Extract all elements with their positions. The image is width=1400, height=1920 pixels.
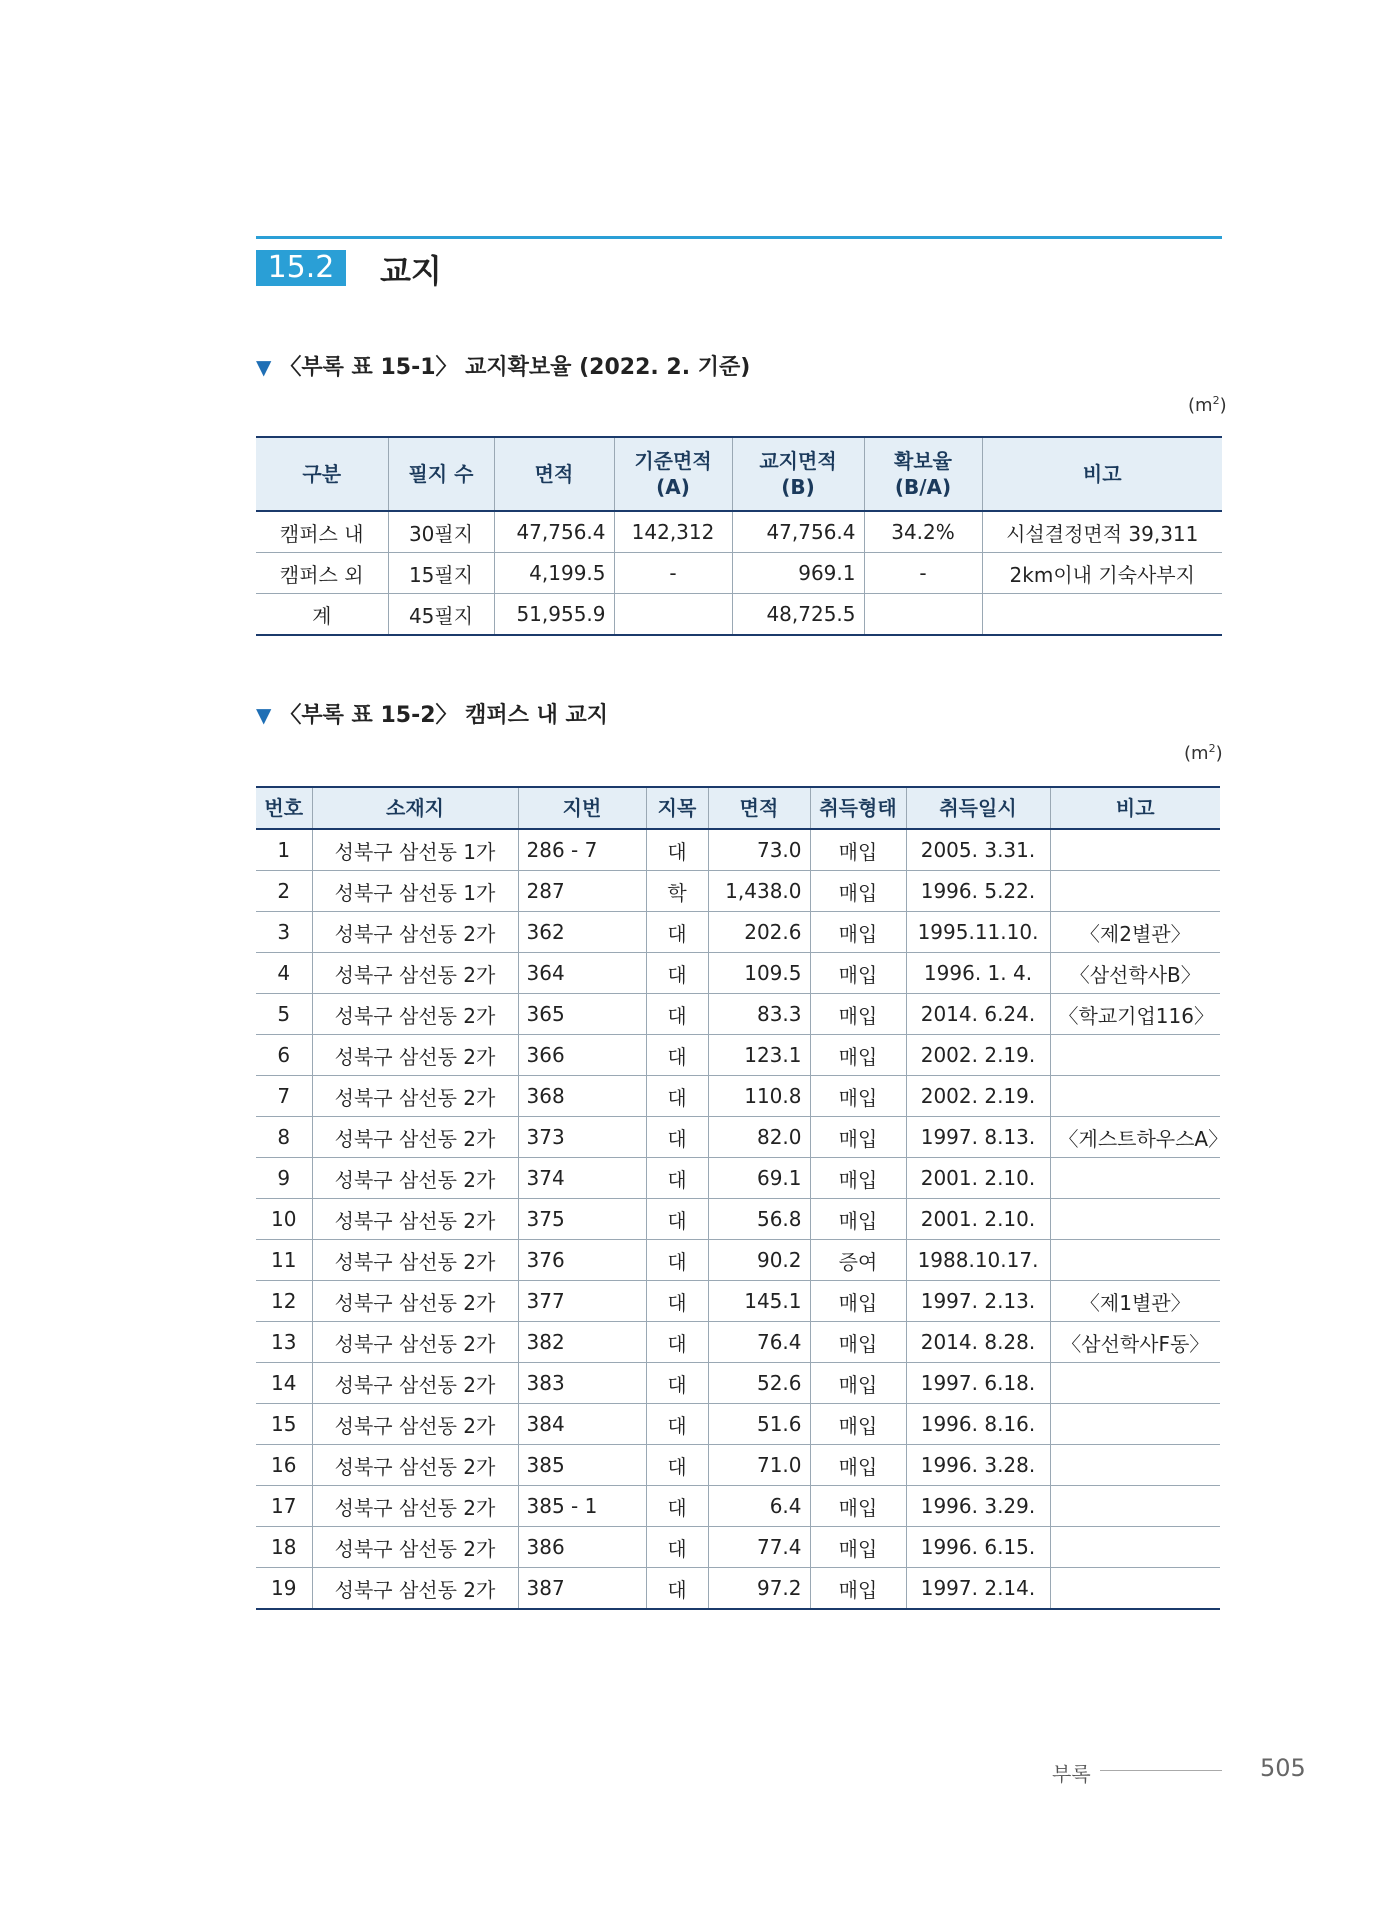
table2-cell: 110.8 <box>708 1076 810 1117</box>
table2-cell <box>1050 871 1220 912</box>
table1-cell: 2km이내 기숙사부지 <box>982 553 1222 594</box>
table2-cell <box>1050 1199 1220 1240</box>
table2-cell: 385 - 1 <box>518 1486 646 1527</box>
table2-cell: 성북구 삼선동 1가 <box>312 829 518 871</box>
table2-cell: 123.1 <box>708 1035 810 1076</box>
table1-cell: 캠퍼스 내 <box>256 511 388 553</box>
table-row <box>256 1240 1220 1281</box>
table-row <box>256 594 1222 636</box>
table2-cell: 2001. 2.10. <box>906 1199 1050 1240</box>
table2-cell: 382 <box>518 1322 646 1363</box>
table2-cell: 375 <box>518 1199 646 1240</box>
table2-cell: 11 <box>256 1240 312 1281</box>
table2-cell: 성북구 삼선동 2가 <box>312 1445 518 1486</box>
table2-cell: 매입 <box>810 912 906 953</box>
table-row <box>256 1199 1220 1240</box>
table2-cell: 287 <box>518 871 646 912</box>
table2-cell: 362 <box>518 912 646 953</box>
table2-cell: 매입 <box>810 1199 906 1240</box>
table2-cell <box>1050 1363 1220 1404</box>
table2-cell: 19 <box>256 1568 312 1610</box>
table2-cell: 18 <box>256 1527 312 1568</box>
table2-cell: 매입 <box>810 1158 906 1199</box>
campus-land-ratio-table <box>256 436 1222 636</box>
table2-cell: 5 <box>256 994 312 1035</box>
table2-cell: 16 <box>256 1445 312 1486</box>
table2-cell: 82.0 <box>708 1117 810 1158</box>
table2-cell: 대 <box>646 912 708 953</box>
table1-cell <box>864 594 982 636</box>
table2-cell: 9 <box>256 1158 312 1199</box>
table2-cell: 대 <box>646 1199 708 1240</box>
table2-cell: 매입 <box>810 1568 906 1610</box>
table2-cell <box>1050 1445 1220 1486</box>
table1-cell: 51,955.9 <box>494 594 614 636</box>
table2-cell: 97.2 <box>708 1568 810 1610</box>
table2-cell: 매입 <box>810 1281 906 1322</box>
table-row <box>256 953 1220 994</box>
table2-cell: 성북구 삼선동 2가 <box>312 1486 518 1527</box>
table2-header: 소재지 <box>312 787 518 829</box>
table2-cell: 286 - 7 <box>518 829 646 871</box>
table2-cell: 376 <box>518 1240 646 1281</box>
table1-cell: 47,756.4 <box>494 511 614 553</box>
table2-caption-text: 〈부록 표 15-2〉 캠퍼스 내 교지 <box>279 703 609 728</box>
section-number: 15.2 <box>256 250 346 286</box>
table2-cell <box>1050 1076 1220 1117</box>
table2-cell <box>1050 1404 1220 1445</box>
table2-cell: 364 <box>518 953 646 994</box>
table2-cell: 202.6 <box>708 912 810 953</box>
table2-cell: 7 <box>256 1076 312 1117</box>
table1-cell: 15필지 <box>388 553 494 594</box>
table2-cell: 매입 <box>810 1486 906 1527</box>
table2-cell: 성북구 삼선동 2가 <box>312 1404 518 1445</box>
table2-caption <box>256 698 608 729</box>
table2-cell: 대 <box>646 1322 708 1363</box>
table2-cell: 1997. 8.13. <box>906 1117 1050 1158</box>
table2-cell: 〈삼선학사F동〉 <box>1050 1322 1220 1363</box>
table2-cell: 2002. 2.19. <box>906 1076 1050 1117</box>
table1-cell: 47,756.4 <box>732 511 864 553</box>
table-row <box>256 1486 1220 1527</box>
table2-cell: 377 <box>518 1281 646 1322</box>
table2-cell: 6.4 <box>708 1486 810 1527</box>
table1-caption <box>256 350 750 381</box>
table2-unit-base: m <box>1191 743 1209 764</box>
table2-cell: 학 <box>646 871 708 912</box>
table1-cell: 48,725.5 <box>732 594 864 636</box>
table2-cell: 1988.10.17. <box>906 1240 1050 1281</box>
table2-cell: 2001. 2.10. <box>906 1158 1050 1199</box>
table2-header: 지목 <box>646 787 708 829</box>
table2-cell: 83.3 <box>708 994 810 1035</box>
table2-header: 비고 <box>1050 787 1220 829</box>
table1-header: 기준면적 (A) <box>614 437 732 511</box>
table2-cell: 매입 <box>810 871 906 912</box>
table2-cell: 145.1 <box>708 1281 810 1322</box>
table2-cell: 6 <box>256 1035 312 1076</box>
table2-cell: 374 <box>518 1158 646 1199</box>
table-row <box>256 1076 1220 1117</box>
table2-cell: 365 <box>518 994 646 1035</box>
table-row <box>256 1322 1220 1363</box>
table2-cell: 매입 <box>810 953 906 994</box>
table2-cell: 성북구 삼선동 2가 <box>312 1527 518 1568</box>
table2-cell: 1996. 1. 4. <box>906 953 1050 994</box>
triangle-down-icon: ▼ <box>256 355 272 379</box>
table2-header: 면적 <box>708 787 810 829</box>
table2-cell: 매입 <box>810 1445 906 1486</box>
table2-cell: 증여 <box>810 1240 906 1281</box>
table2-header: 지번 <box>518 787 646 829</box>
table1-header: 교지면적 (B) <box>732 437 864 511</box>
table2-cell: 8 <box>256 1117 312 1158</box>
table-row <box>256 994 1220 1035</box>
table1-header: 필지 수 <box>388 437 494 511</box>
table2-cell: 〈삼선학사B〉 <box>1050 953 1220 994</box>
table1-cell: - <box>614 553 732 594</box>
table2-cell <box>1050 1486 1220 1527</box>
table2-cell: 성북구 삼선동 2가 <box>312 1322 518 1363</box>
table2-cell: 387 <box>518 1568 646 1610</box>
table2-cell: 〈게스트하우스A〉 <box>1050 1117 1220 1158</box>
table2-cell: 대 <box>646 1158 708 1199</box>
table2-cell: 368 <box>518 1076 646 1117</box>
table1-cell: 30필지 <box>388 511 494 553</box>
table2-cell: 성북구 삼선동 2가 <box>312 1568 518 1610</box>
table-row <box>256 1035 1220 1076</box>
table2-cell: 13 <box>256 1322 312 1363</box>
table2-cell: 대 <box>646 1486 708 1527</box>
table2-cell: 대 <box>646 1117 708 1158</box>
table2-cell: 385 <box>518 1445 646 1486</box>
table1-cell: 4,199.5 <box>494 553 614 594</box>
table2-cell: 17 <box>256 1486 312 1527</box>
table-row <box>256 1281 1220 1322</box>
table1-header: 비고 <box>982 437 1222 511</box>
table1-unit-sup: 2 <box>1212 394 1220 407</box>
table2-cell: 1 <box>256 829 312 871</box>
table2-cell: 성북구 삼선동 2가 <box>312 1199 518 1240</box>
campus-land-parcels-table <box>256 786 1229 1610</box>
table2-cell: 1997. 6.18. <box>906 1363 1050 1404</box>
table2-cell: 성북구 삼선동 2가 <box>312 1240 518 1281</box>
table2-cell: 1997. 2.13. <box>906 1281 1050 1322</box>
table2-cell: 매입 <box>810 1404 906 1445</box>
table1-unit: $(m^2)$ <box>1188 394 1227 416</box>
table2-cell: 대 <box>646 1404 708 1445</box>
table2-cell: 4 <box>256 953 312 994</box>
table2-cell <box>1050 1240 1220 1281</box>
table2-cell: 대 <box>646 1076 708 1117</box>
table2-cell: 1,438.0 <box>708 871 810 912</box>
table1-header-row <box>256 437 1222 511</box>
footer-label: 부록 <box>1052 1762 1091 1786</box>
table2-header: 번호 <box>256 787 312 829</box>
table2-header-row <box>256 787 1220 829</box>
table2-cell: 2014. 8.28. <box>906 1322 1050 1363</box>
table2-cell: 성북구 삼선동 2가 <box>312 994 518 1035</box>
table2-cell: 매입 <box>810 1322 906 1363</box>
table2-cell: 383 <box>518 1363 646 1404</box>
table2-cell: 77.4 <box>708 1527 810 1568</box>
table1-cell: 계 <box>256 594 388 636</box>
table2-cell: 〈학교기업116〉 <box>1050 994 1220 1035</box>
table2-unit: $(m^2)$ <box>1184 742 1223 764</box>
table1-cell <box>982 594 1222 636</box>
table2-cell: 대 <box>646 1363 708 1404</box>
table2-cell: 대 <box>646 1445 708 1486</box>
table2-cell: 12 <box>256 1281 312 1322</box>
table2-cell: 대 <box>646 829 708 871</box>
table1-unit-base: m <box>1195 395 1213 416</box>
table2-cell: 1996. 3.28. <box>906 1445 1050 1486</box>
table2-cell: 성북구 삼선동 2가 <box>312 1035 518 1076</box>
table2-cell: 대 <box>646 1568 708 1610</box>
page-number: 505 <box>1260 1754 1306 1782</box>
table2-cell: 14 <box>256 1363 312 1404</box>
table-row <box>256 1158 1220 1199</box>
triangle-down-icon: ▼ <box>256 703 272 727</box>
table1-cell: 969.1 <box>732 553 864 594</box>
table2-cell: 2002. 2.19. <box>906 1035 1050 1076</box>
table2-cell: 성북구 삼선동 2가 <box>312 1117 518 1158</box>
table-row <box>256 1404 1220 1445</box>
table-row <box>256 553 1222 594</box>
table2-cell: 2 <box>256 871 312 912</box>
table2-cell: 3 <box>256 912 312 953</box>
table2-cell: 대 <box>646 994 708 1035</box>
table2-cell: 매입 <box>810 1117 906 1158</box>
table1-cell <box>614 594 732 636</box>
table2-cell: 109.5 <box>708 953 810 994</box>
table-row <box>256 1445 1220 1486</box>
table2-cell: 성북구 삼선동 2가 <box>312 1076 518 1117</box>
table2-cell: 15 <box>256 1404 312 1445</box>
footer-rule <box>1100 1770 1222 1771</box>
table1-cell: 45필지 <box>388 594 494 636</box>
table2-cell: 69.1 <box>708 1158 810 1199</box>
table1-cell: 34.2% <box>864 511 982 553</box>
table2-cell: 73.0 <box>708 829 810 871</box>
table2-cell <box>1050 1568 1220 1610</box>
table2-cell: 2005. 3.31. <box>906 829 1050 871</box>
table2-unit-sup: 2 <box>1208 742 1216 755</box>
table2-cell <box>1050 1527 1220 1568</box>
table2-header: 취득일시 <box>906 787 1050 829</box>
table2-cell: 52.6 <box>708 1363 810 1404</box>
table2-cell: 56.8 <box>708 1199 810 1240</box>
table2-cell: 대 <box>646 1240 708 1281</box>
table1-header: 면적 <box>494 437 614 511</box>
table2-cell: 10 <box>256 1199 312 1240</box>
table2-cell: 2014. 6.24. <box>906 994 1050 1035</box>
table2-cell: 1997. 2.14. <box>906 1568 1050 1610</box>
table2-cell: 매입 <box>810 1035 906 1076</box>
table2-cell: 〈제1별관〉 <box>1050 1281 1220 1322</box>
table-row <box>256 1568 1220 1610</box>
table2-cell: 90.2 <box>708 1240 810 1281</box>
table1-cell: - <box>864 553 982 594</box>
table2-cell: 〈제2별관〉 <box>1050 912 1220 953</box>
section-title: 교지 <box>380 252 442 290</box>
table2-cell: 1996. 5.22. <box>906 871 1050 912</box>
table-row <box>256 1527 1220 1568</box>
table1-header: 구분 <box>256 437 388 511</box>
table2-cell: 매입 <box>810 994 906 1035</box>
table2-cell: 대 <box>646 953 708 994</box>
table2-cell: 매입 <box>810 1076 906 1117</box>
table2-cell: 76.4 <box>708 1322 810 1363</box>
table2-cell: 71.0 <box>708 1445 810 1486</box>
table1-header: 확보율 (B/A) <box>864 437 982 511</box>
table2-cell: 매입 <box>810 1363 906 1404</box>
table2-cell: 성북구 삼선동 2가 <box>312 1158 518 1199</box>
table-row <box>256 511 1222 553</box>
table2-cell <box>1050 1035 1220 1076</box>
table1-cell: 시설결정면적 39,311 <box>982 511 1222 553</box>
table1-caption-text: 〈부록 표 15-1〉 교지확보율 (2022. 2. 기준) <box>279 355 751 380</box>
table2-cell: 성북구 삼선동 2가 <box>312 912 518 953</box>
table2-cell: 성북구 삼선동 2가 <box>312 1281 518 1322</box>
table2-cell: 384 <box>518 1404 646 1445</box>
table2-cell: 51.6 <box>708 1404 810 1445</box>
table2-cell: 1996. 6.15. <box>906 1527 1050 1568</box>
table-row <box>256 829 1220 871</box>
table-row <box>256 1363 1220 1404</box>
table-row <box>256 912 1220 953</box>
table-row <box>256 871 1220 912</box>
table2-cell: 1996. 3.29. <box>906 1486 1050 1527</box>
table2-cell: 366 <box>518 1035 646 1076</box>
table2-cell: 성북구 삼선동 1가 <box>312 871 518 912</box>
table2-cell: 매입 <box>810 829 906 871</box>
table2-cell <box>1050 1158 1220 1199</box>
table2-cell: 성북구 삼선동 2가 <box>312 1363 518 1404</box>
table1-cell: 142,312 <box>614 511 732 553</box>
section-top-rule <box>256 236 1222 239</box>
table2-cell: 386 <box>518 1527 646 1568</box>
table2-header: 취득형태 <box>810 787 906 829</box>
table2-cell: 373 <box>518 1117 646 1158</box>
table2-cell <box>1050 829 1220 871</box>
table2-cell: 1995.11.10. <box>906 912 1050 953</box>
table2-cell: 대 <box>646 1281 708 1322</box>
table2-cell: 매입 <box>810 1527 906 1568</box>
table1-cell: 캠퍼스 외 <box>256 553 388 594</box>
table2-cell: 성북구 삼선동 2가 <box>312 953 518 994</box>
table2-cell: 1996. 8.16. <box>906 1404 1050 1445</box>
table2-cell: 대 <box>646 1527 708 1568</box>
table2-cell: 대 <box>646 1035 708 1076</box>
table-row <box>256 1117 1220 1158</box>
